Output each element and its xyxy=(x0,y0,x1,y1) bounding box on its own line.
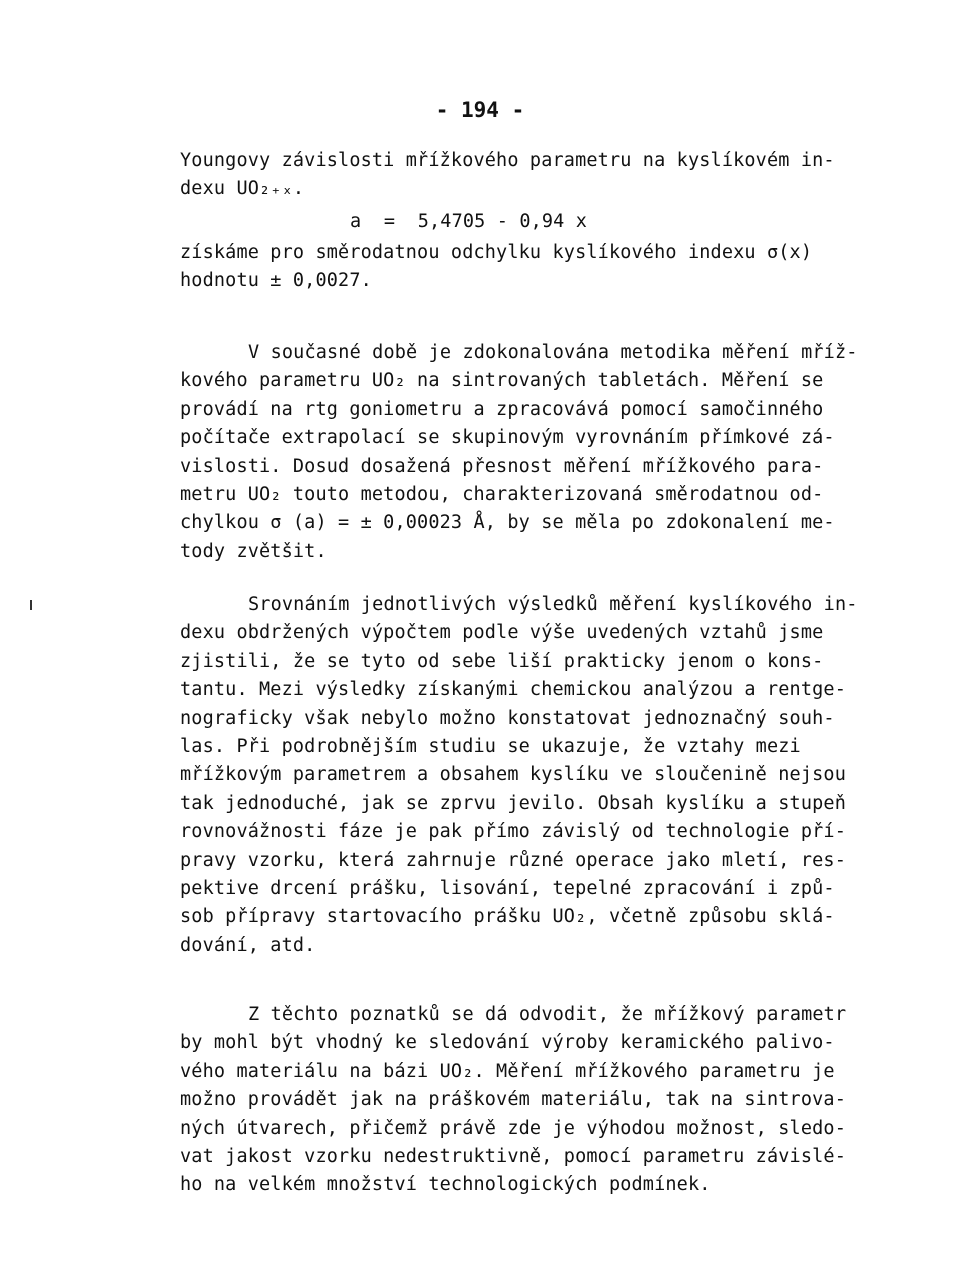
text-line: chylkou σ (a) = ± 0,00023 Å, by se měla po zdokonalení me- xyxy=(180,512,835,534)
text-line: dexu obdržených výpočtem podle výše uvedených vztahů jsme xyxy=(180,622,824,644)
text-line: Z těchto poznatků se dá odvodit, že mřížkový parametr xyxy=(248,1004,847,1025)
text-line: zjistili, že se tyto od sebe liší prakticky jenom o kons- xyxy=(180,650,824,672)
text-line: Youngovy závislosti mřížkového parametru na kyslíkovém in- xyxy=(180,150,835,171)
text-line: rovnovážnosti fáze je pak přímo závislý od technologie pří- xyxy=(180,821,846,843)
text-line: vého materiálu na bázi UO₂. Měření mřížkového parametru je xyxy=(180,1060,835,1082)
paragraph-4 xyxy=(180,1001,910,1200)
text-line: tody zvětšit. xyxy=(180,540,327,562)
text-line: mřížkovým parametrem a obsahem kyslíku ve sloučenině nejsou xyxy=(180,764,846,786)
text-line: počítače extrapolací se skupinovým vyrovnáním přímkové zá- xyxy=(180,427,835,449)
text-line: možno provádět jak na práškovém materiálu, tak na sintrova- xyxy=(180,1089,846,1111)
text-line: dexu UO₂₊ₓ. xyxy=(180,178,305,200)
text-line: ho na velkém množství technologických podmínek. xyxy=(180,1174,711,1196)
paragraph-1 xyxy=(180,147,910,296)
text-line: kového parametru UO₂ na sintrovaných tabletách. Měření se xyxy=(180,370,824,392)
text-line: tak jednoduché, jak se zprvu jevilo. Obsah kyslíku a stupeň xyxy=(180,792,846,814)
text-line: hodnotu ± 0,0027. xyxy=(180,270,372,292)
text-line: ných útvarech, přičemž právě zde je výhodou možnost, sledo- xyxy=(180,1117,846,1139)
page-number: - 194 - xyxy=(435,98,525,122)
equation-line: a = 5,4705 - 0,94 x xyxy=(350,210,588,232)
text-line: pektive drcení prášku, lisování, tepelné zpracování i způ- xyxy=(180,877,835,899)
text-line: provádí na rtg goniometru a zpracovává pomocí samočinného xyxy=(180,398,824,420)
margin-mark xyxy=(30,600,32,610)
text-line: las. Při podrobnějším studiu se ukazuje, že vztahy mezi xyxy=(180,735,801,757)
paragraph-2 xyxy=(180,339,910,566)
text-line: vat jakost vzorku nedestruktivně, pomocí parametru závislé- xyxy=(180,1145,846,1167)
text-line: metru UO₂ touto metodou, charakterizovaná směrodatnou od- xyxy=(180,483,824,505)
text-line: sob přípravy startovacího prášku UO₂, včetně způsobu sklá- xyxy=(180,906,835,928)
text-line: V současné době je zdokonalována metodika měření mříž- xyxy=(248,342,858,363)
text-line: pravy vzorku, která zahrnuje různé operace jako mletí, res- xyxy=(180,849,846,871)
text-line: vislosti. Dosud dosažená přesnost měření mřížkového para- xyxy=(180,455,824,477)
text-line: Srovnáním jednotlivých výsledků měření kyslíkového in- xyxy=(248,594,858,615)
text-line: by mohl být vhodný ke sledování výroby keramického palivo- xyxy=(180,1032,835,1054)
paragraph-3 xyxy=(180,591,910,960)
text-line: nograficky však nebylo možno konstatovat jednoznačný souh- xyxy=(180,707,835,729)
text-line: získáme pro směrodatnou odchylku kyslíkového indexu σ(x) xyxy=(180,241,813,263)
text-line: tantu. Mezi výsledky získanými chemickou analýzou a rentge- xyxy=(180,679,846,701)
text-line: dování, atd. xyxy=(180,934,316,956)
